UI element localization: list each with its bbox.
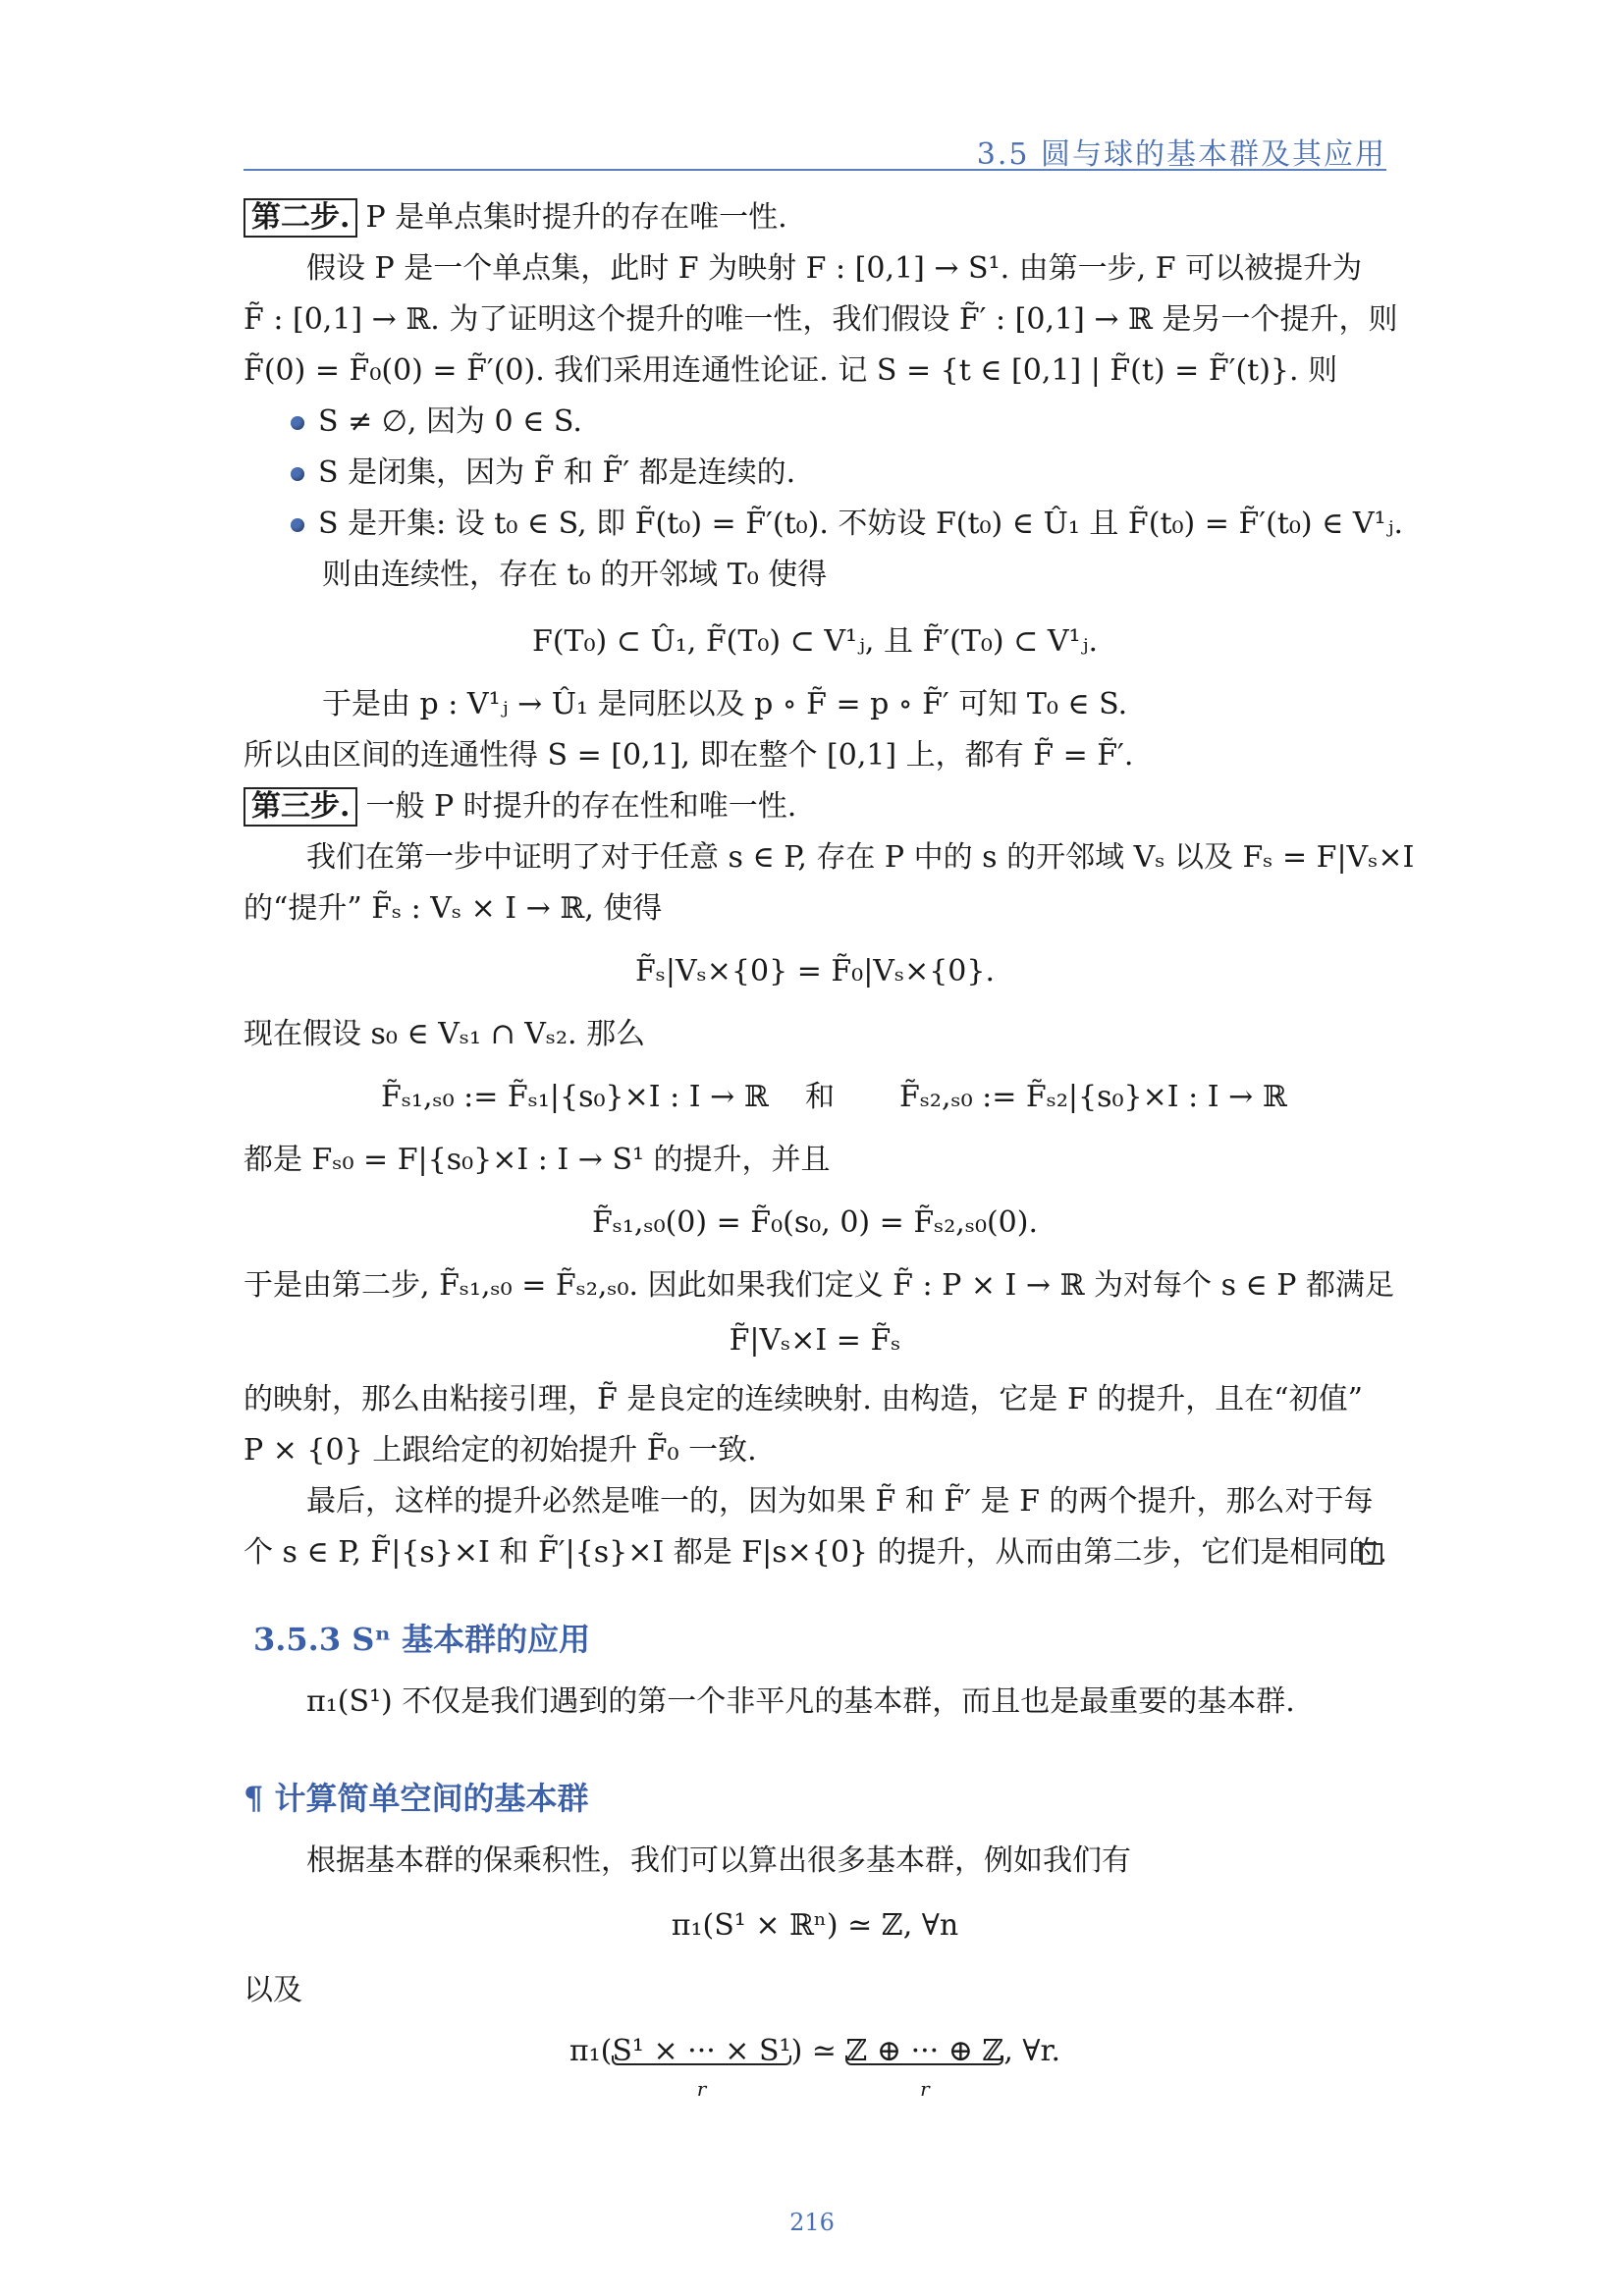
brace-1-content: S¹ × ··· × S¹ [612, 2034, 791, 2068]
qed-box [1361, 1527, 1382, 1578]
step2-p2: F̃ : [0,1] → ℝ. 为了证明这个提升的唯一性，我们假设 F̃′ : [0,1] → ℝ 是另一个提升，则 [244, 302, 1398, 337]
eq2-left: F̃ₛ₁,ₛ₀ := F̃ₛ₁|{s₀}×I : I → ℝ [381, 1080, 769, 1114]
bullet-3 [244, 499, 1434, 550]
eq2-and: 和 [805, 1080, 835, 1114]
eq-forall-r: , ∀r. [1003, 2034, 1061, 2068]
step3-p1: 我们在第一步中证明了对于任意 s ∈ P, 存在 P 中的 s 的开邻域 Vₛ 以及 Fₛ = F|Vₛ×I [306, 840, 1415, 875]
step3-p6: 的映射，那么由粘接引理，F̃ 是良定的连续映射. 由构造，它是 F 的提升，且在“初值” [244, 1382, 1363, 1416]
step3-equation-1: F̃ₛ|Vₛ×{0} = F̃₀|Vₛ×{0}. [634, 954, 996, 988]
step3-label: 第三步. [244, 787, 357, 827]
bullet-dot [291, 467, 304, 481]
page-number: 216 [789, 2209, 835, 2236]
step3-title: 一般 P 时提升的存在性和唯一性. [365, 789, 797, 824]
step3-p9-text: 个 s ∈ P, F̃|{s}×I 和 F̃′|{s}×I 都是 F|s×{0} 的提升，从而由第二步，它们是相同的. [244, 1535, 1388, 1570]
step3-equation-4: F̃|Vₛ×I = F̃ₛ [729, 1323, 901, 1358]
step2-conclusion: 所以由区间的连通性得 S = [0,1], 即在整个 [0,1] 上，都有 F̃ = F̃′. [244, 738, 1134, 773]
step3-p5: 于是由第二步, F̃ₛ₁,ₛ₀ = F̃ₛ₂,ₛ₀. 因此如果我们定义 F̃ : P × I → ℝ 为对每个 s ∈ P 都满足 [244, 1268, 1394, 1303]
bullet-1 [244, 397, 1434, 448]
bullet-3-cont: 则由连续性，存在 t₀ 的开邻域 T₀ 使得 [322, 558, 828, 592]
eq-pi1: π₁( [568, 2034, 613, 2068]
step3-heading [244, 781, 1386, 832]
eq-simeq: ) ≃ [790, 2034, 846, 2068]
section-title: 3.5.3 Sⁿ 基本群的应用 [253, 1621, 591, 1658]
step3-p2: 的“提升” F̃ₛ : Vₛ × I → ℝ, 使得 [244, 891, 663, 926]
underbrace-1 [612, 2026, 791, 2101]
brace-2-content: ℤ ⊕ ··· ⊕ ℤ [845, 2034, 1004, 2068]
step2-heading [244, 192, 1386, 243]
bullet-1-text: S ≠ ∅, 因为 0 ∈ S. [318, 404, 582, 439]
running-header [244, 126, 1386, 171]
bullet-2-text: S 是闭集，因为 F̃ 和 F̃′ 都是连续的. [318, 455, 796, 490]
step2-label: 第二步. [244, 198, 357, 238]
step2-p3: F̃(0) = F̃₀(0) = F̃′(0). 我们采用连通性论证. 记 S = {t ∈ [0,1] | F̃(t) = F̃′(t)}. 则 [244, 353, 1338, 388]
step3-p4: 都是 Fₛ₀ = F|{s₀}×I : I → S¹ 的提升，并且 [244, 1143, 831, 1177]
brace-2-label: r [920, 2077, 930, 2101]
brace-1-label: r [696, 2077, 707, 2101]
section-intro: π₁(S¹) 不仅是我们遇到的第一个非平凡的基本群，而且也是最重要的基本群. [306, 1684, 1295, 1719]
bullet-dot [291, 518, 304, 532]
paragraph-equation-1: π₁(S¹ × ℝⁿ) ≃ ℤ, ∀n [671, 1908, 959, 1943]
step3-p8: 最后，这样的提升必然是唯一的，因为如果 F̃ 和 F̃′ 是 F 的两个提升，那么对于每 [306, 1484, 1374, 1519]
bullet-dot [291, 416, 304, 430]
bullet-2 [244, 448, 1434, 499]
paragraph-p1: 根据基本群的保乘积性，我们可以算出很多基本群，例如我们有 [306, 1843, 1131, 1878]
step3-equation-3: F̃ₛ₁,ₛ₀(0) = F̃₀(s₀, 0) = F̃ₛ₂,ₛ₀(0). [591, 1205, 1038, 1240]
paragraph-title: ¶ 计算简单空间的基本群 [244, 1780, 589, 1817]
step3-p9 [244, 1527, 1386, 1578]
step2-title: P 是单点集时提升的存在唯一性. [365, 200, 787, 235]
bullet-3-conclusion: 于是由 p : V¹ⱼ → Û₁ 是同胚以及 p ∘ F̃ = p ∘ F̃′ 可知 T₀ ∈ S. [322, 687, 1128, 721]
step3-p3: 现在假设 s₀ ∈ Vₛ₁ ∩ Vₛ₂. 那么 [244, 1017, 646, 1051]
paragraph-equation-2 [244, 2026, 1386, 2101]
paragraph-p2: 以及 [244, 1973, 302, 2007]
section-running-title: 3.5 圆与球的基本群及其应用 [976, 137, 1386, 172]
underbrace-2 [845, 2026, 1004, 2101]
step2-p1: 假设 P 是一个单点集，此时 F 为映射 F : [0,1] → S¹. 由第一步, F 可以被提升为 [306, 251, 1363, 286]
bullet-3-text: S 是开集: 设 t₀ ∈ S, 即 F̃(t₀) = F̃′(t₀). 不妨设 F(t₀) ∈ Û₁ 且 F̃(t₀) = F̃′(t₀) ∈ V¹ⱼ. [318, 507, 1403, 541]
step3-p7: P × {0} 上跟给定的初始提升 F̃₀ 一致. [244, 1433, 757, 1468]
eq2-right: F̃ₛ₂,ₛ₀ := F̃ₛ₂|{s₀}×I : I → ℝ [899, 1080, 1287, 1114]
step2-equation-1: F(T₀) ⊂ Û₁, F̃(T₀) ⊂ V¹ⱼ, 且 F̃′(T₀) ⊂ V¹ⱼ. [532, 624, 1098, 659]
